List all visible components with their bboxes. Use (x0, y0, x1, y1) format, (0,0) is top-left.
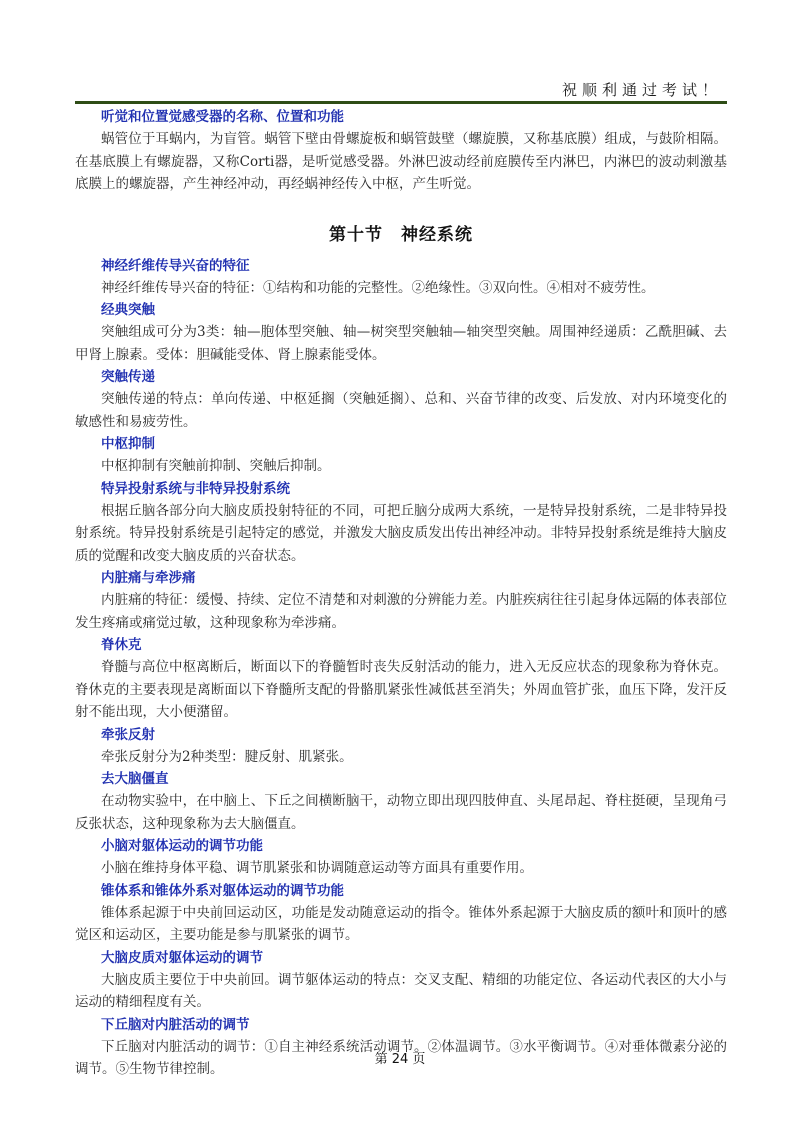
topic-block (75, 835, 727, 880)
topic-paragraph: 脊髓与高位中枢离断后，断面以下的脊髓暂时丧失反射活动的能力，进入无反应状态的现象称为脊休克。脊休克的主要表现是离断面以下脊髓所支配的骨骼肌紧张性减低甚至消失；外周血管扩张，血压下降，发汗反射不能出现，大小便潴留。 (75, 659, 727, 720)
topic-paragraph: 突触组成可分为3类：轴—胞体型突触、轴—树突型突触轴—轴突型突触。周围神经递质：乙酰胆碱、去甲肾上腺素。受体：胆碱能受体、肾上腺素能受体。 (75, 324, 727, 363)
topic-block (75, 478, 727, 568)
topic-paragraph: 神经纤维传导兴奋的特征：①结构和功能的完整性。②绝缘性。③双向性。④相对不疲劳性。 (101, 279, 655, 296)
topic-heading: 经典突触 (101, 302, 155, 318)
topic-paragraph: 在动物实验中，在中脑上、下丘之间横断脑干，动物立即出现四肢伸直、头尾昂起、脊柱挺硬，呈现角弓反张状态，这种现象称为去大脑僵直。 (75, 793, 727, 832)
page-number: 第 24 页 (374, 1052, 426, 1067)
topic-paragraph: 牵张反射分为2种类型：腱反射、肌紧张。 (101, 748, 353, 765)
topic-block (75, 255, 727, 300)
topic-heading: 听觉和位置觉感受器的名称、位置和功能 (101, 109, 344, 125)
topic-paragraph: 内脏痛的特征：缓慢、持续、定位不清楚和对刺激的分辨能力差。内脏疾病往往引起身体远隔的体表部位发生疼痛或痛觉过敏，这种现象称为牵涉痛。 (75, 592, 727, 631)
topic-heading: 内脏痛与牵涉痛 (101, 570, 196, 586)
topic-paragraph: 根据丘脑各部分向大脑皮质投射特征的不同，可把丘脑分成两大系统，一是特异投射系统，二是非特异投射系统。特异投射系统是引起特定的感觉，并激发大脑皮质发出传出神经冲动。非特异投射系统是维持大脑皮质的觉醒和改变大脑皮质的兴奋状态。 (75, 502, 727, 564)
topic-heading: 神经纤维传导兴奋的特征 (101, 257, 250, 274)
topic-paragraph: 大脑皮质主要位于中央前回。调节躯体运动的特点：交叉支配、精细的功能定位、各运动代表区的大小与运动的精细程度有关。 (75, 971, 727, 1010)
topic-paragraph: 下丘脑对内脏活动的调节：①自主神经系统活动调节。②体温调节。③水平衡调节。④对垂体微素分泌的调节。⑤生物节律控制。 (75, 1038, 727, 1077)
topic-heading: 牵张反射 (101, 726, 155, 743)
topic-heading: 特异投射系统与非特异投射系统 (101, 480, 290, 497)
topic-paragraph: 锥体系起源于中央前回运动区，功能是发动随意运动的指令。锥体外系起源于大脑皮质的额叶和顶叶的感觉区和运动区，主要功能是参与肌紧张的调节。 (75, 904, 727, 943)
topic-block (75, 947, 727, 1014)
topic-heading: 突触传递 (101, 369, 155, 385)
topic-block (75, 366, 727, 433)
topic-block (75, 1014, 727, 1081)
header-divider (75, 101, 727, 104)
topic-block (75, 299, 727, 366)
topic-heading: 大脑皮质对躯体运动的调节 (101, 949, 263, 966)
topic-block (75, 768, 727, 835)
topic-paragraph: 小脑在维持身体平稳、调节肌紧张和协调随意运动等方面具有重要作用。 (101, 860, 533, 876)
topic-paragraph: 突触传递的特点：单向传递、中枢延搁（突触延搁）、总和、兴奋节律的改变、后发放、对内环境变化的敏感性和易疲劳性。 (75, 391, 727, 430)
topic-block (75, 567, 727, 634)
topic-block (75, 724, 727, 769)
header-slogan: 祝顺利通过考试！ (561, 81, 722, 99)
topic-paragraph: 蜗管位于耳蜗内，为盲管。蜗管下壁由骨螺旋板和蜗管鼓壁（螺旋膜，又称基底膜）组成，与鼓阶相隔。在基底膜上有螺旋器，又称Corti器，是听觉感受器。外淋巴波动经前庭膜传至内淋巴，内淋巴的波动刺激基底膜上的螺旋器，产生神经冲动，再经蜗神经传入中枢，产生听觉。 (75, 131, 727, 192)
topic-heading: 锥体系和锥体外系对躯体运动的调节功能 (101, 882, 344, 899)
topic-block (75, 433, 727, 478)
topic-block (75, 634, 727, 724)
topic-heading: 脊休克 (101, 637, 142, 653)
topic-heading: 中枢抑制 (101, 436, 155, 452)
page-content (75, 106, 727, 1081)
topic-heading: 去大脑僵直 (101, 771, 169, 787)
section-title: 第十节 神经系统 (329, 224, 473, 245)
intro-block (75, 106, 727, 196)
topic-heading: 小脑对躯体运动的调节功能 (101, 838, 263, 854)
topic-block (75, 880, 727, 947)
topic-paragraph: 中枢抑制有突触前抑制、突触后抑制。 (101, 458, 331, 474)
topic-heading: 下丘脑对内脏活动的调节 (101, 1016, 250, 1033)
